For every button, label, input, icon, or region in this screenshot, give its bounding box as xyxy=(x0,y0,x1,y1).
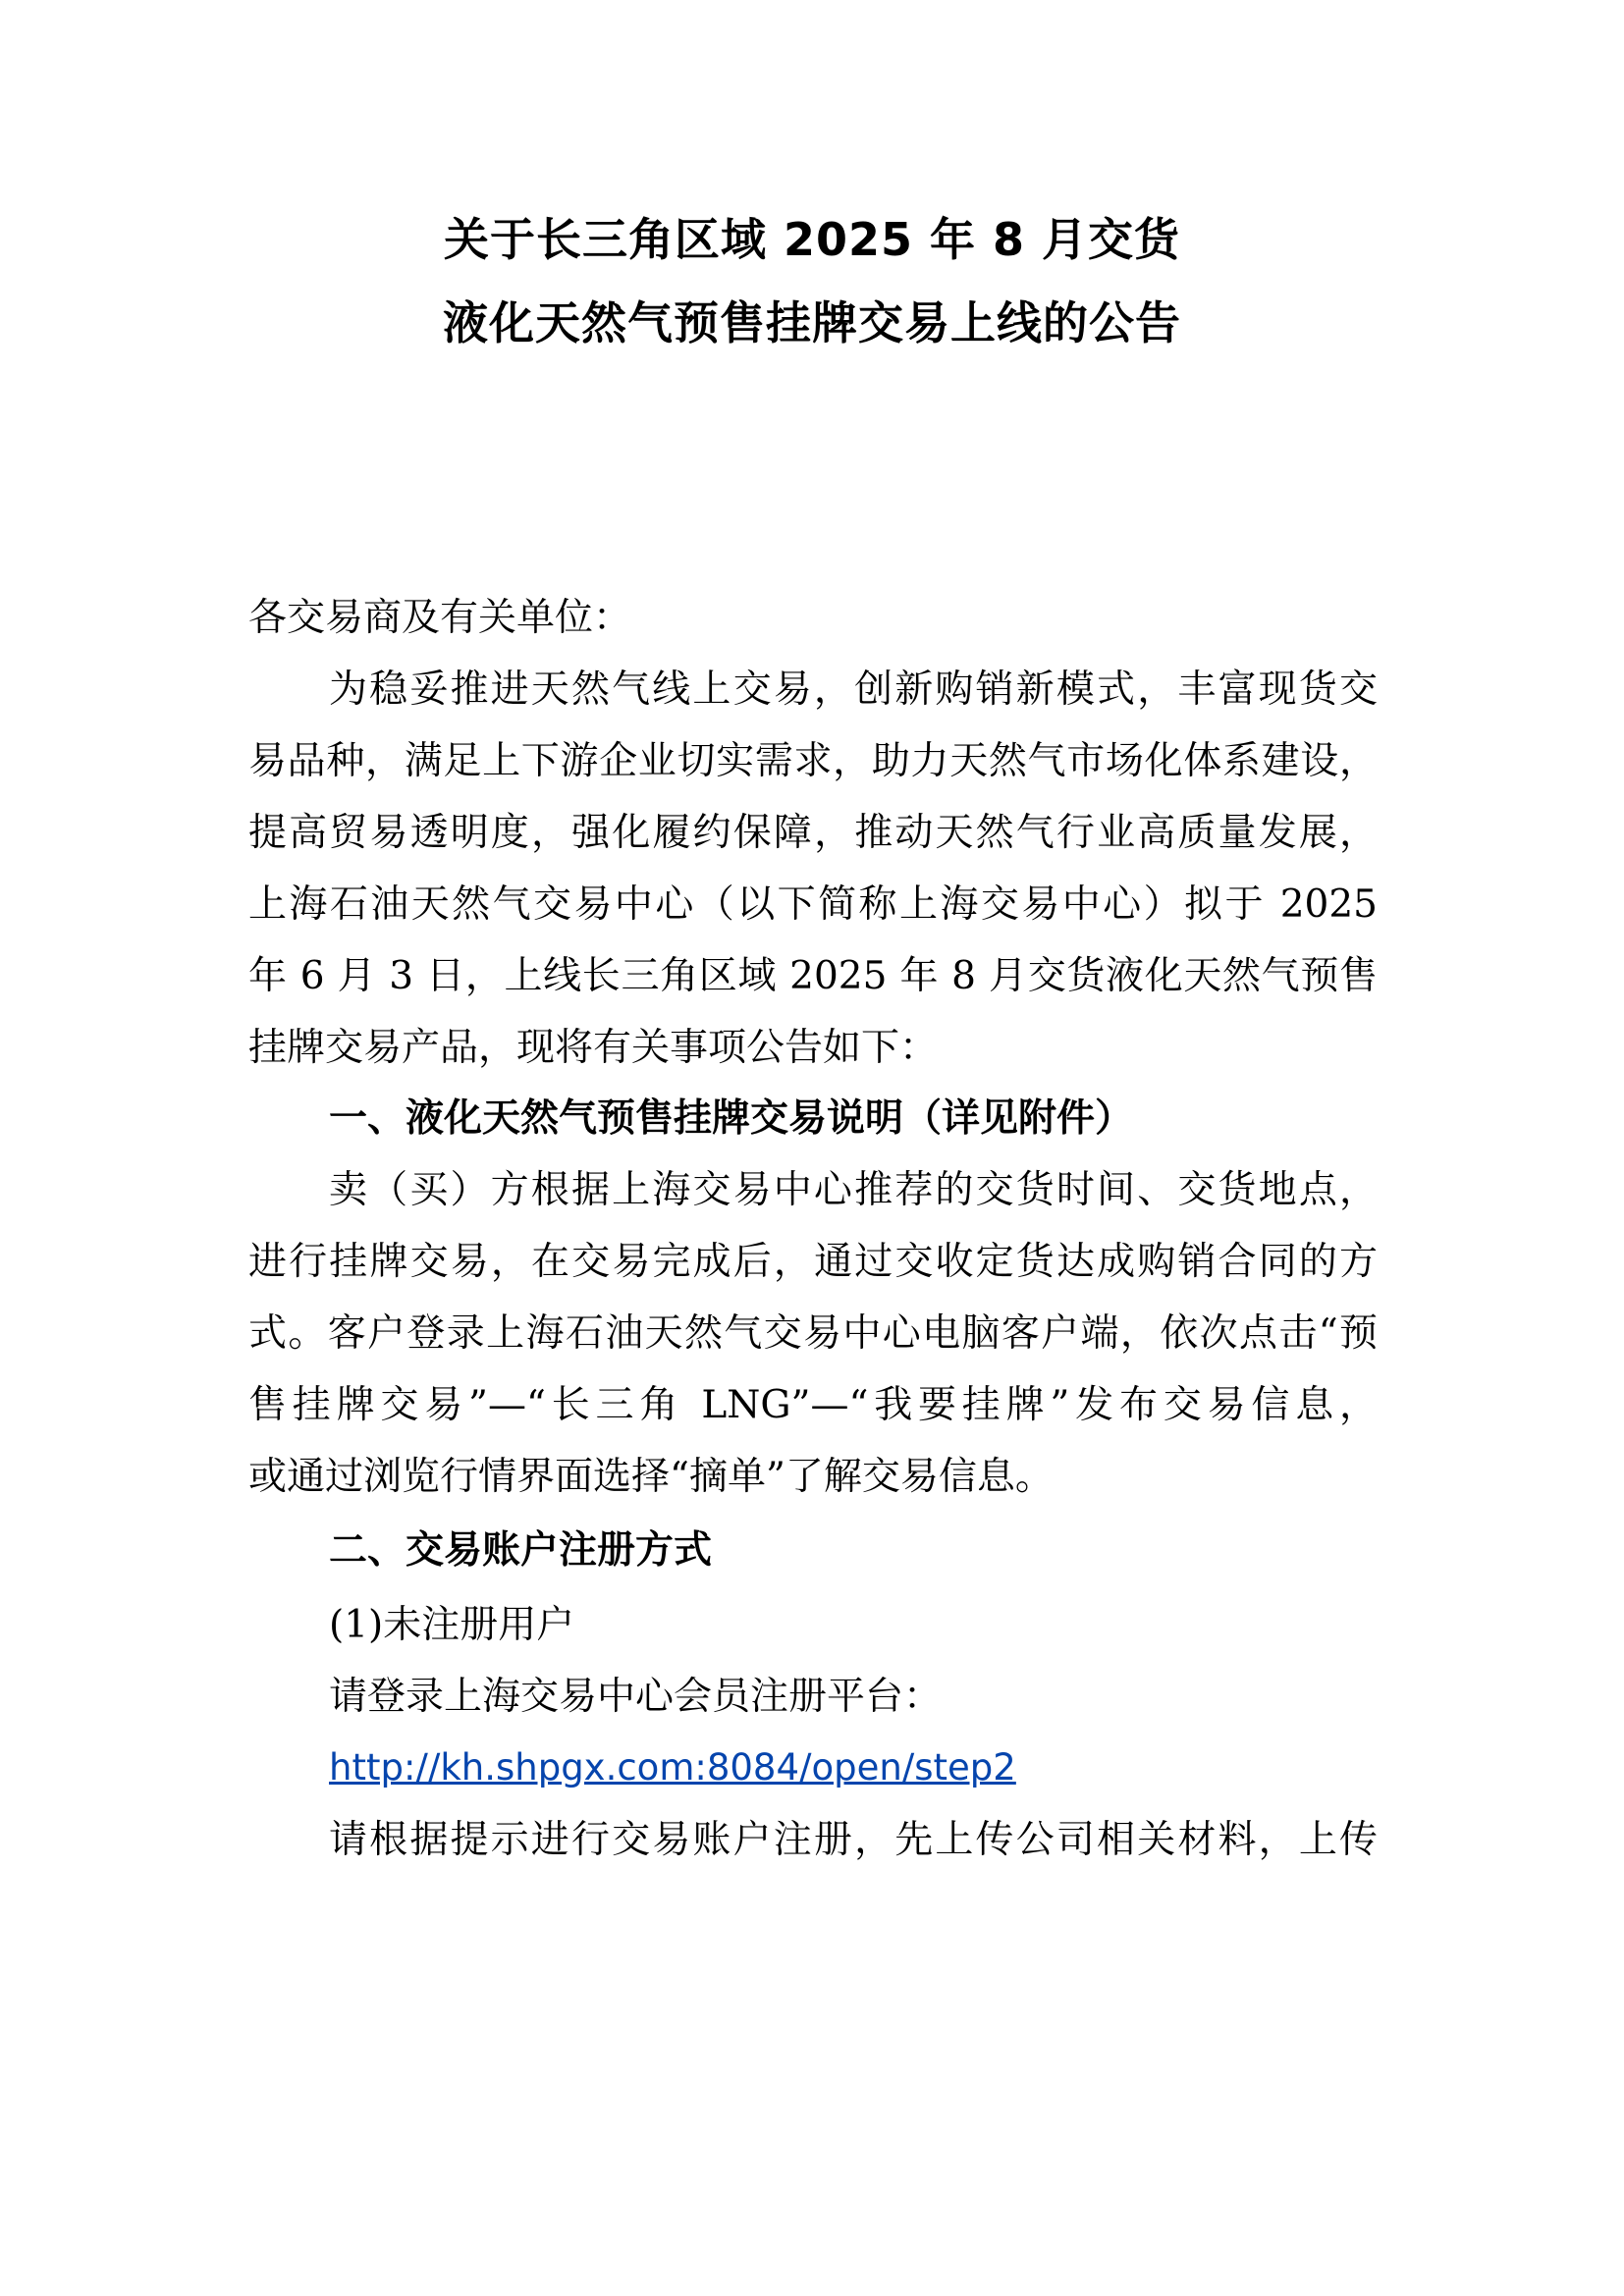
intro-line-6: 挂牌交易产品，现将有关事项公告如下： xyxy=(248,1026,939,1070)
section1-heading: 一、液化天然气预售挂牌交易说明（详见附件） xyxy=(329,1096,1134,1141)
section1-line-5: 或通过浏览行情界面选择“摘单”了解交易信息。 xyxy=(248,1455,1054,1499)
section2-heading: 二、交易账户注册方式 xyxy=(329,1528,713,1573)
section1-line-2: 进行挂牌交易，在交易完成后，通过交收定货达成购销合同的方 xyxy=(248,1240,1378,1284)
section1-line-1: 卖（买）方根据上海交易中心推荐的交货时间、交货地点， xyxy=(329,1168,1378,1212)
registration-link[interactable]: http://kh.shpgx.com:8084/open/step2 xyxy=(329,1746,1016,1789)
title-line-2: 液化天然气预售挂牌交易上线的公告 xyxy=(443,296,1181,349)
intro-line-5: 年 6 月 3 日，上线长三角区域 2025 年 8 月交货液化天然气预售 xyxy=(248,954,1378,998)
salutation: 各交易商及有关单位： xyxy=(248,596,632,640)
section2-last-line: 请根据提示进行交易账户注册，先上传公司相关材料，上传 xyxy=(329,1818,1378,1862)
section2-item-1: (1)未注册用户 xyxy=(329,1603,575,1647)
intro-line-3: 提高贸易透明度，强化履约保障，推动天然气行业高质量发展， xyxy=(248,811,1378,855)
intro-line-2: 易品种，满足上下游企业切实需求，助力天然气市场化体系建设， xyxy=(248,739,1378,783)
section2-platform-label: 请登录上海交易中心会员注册平台： xyxy=(329,1675,943,1719)
section1-line-3: 式。客户登录上海石油天然气交易中心电脑客户端，依次点击“预 xyxy=(248,1311,1378,1356)
section1-line-4: 售挂牌交易”—“长三角 LNG”—“我要挂牌”发布交易信息， xyxy=(248,1383,1378,1427)
intro-line-1: 为稳妥推进天然气线上交易，创新购销新模式，丰富现货交 xyxy=(329,667,1378,712)
title-line-1: 关于长三角区域 2025 年 8 月交货 xyxy=(443,213,1181,266)
intro-line-4: 上海石油天然气交易中心（以下简称上海交易中心）拟于 2025 xyxy=(248,882,1378,927)
